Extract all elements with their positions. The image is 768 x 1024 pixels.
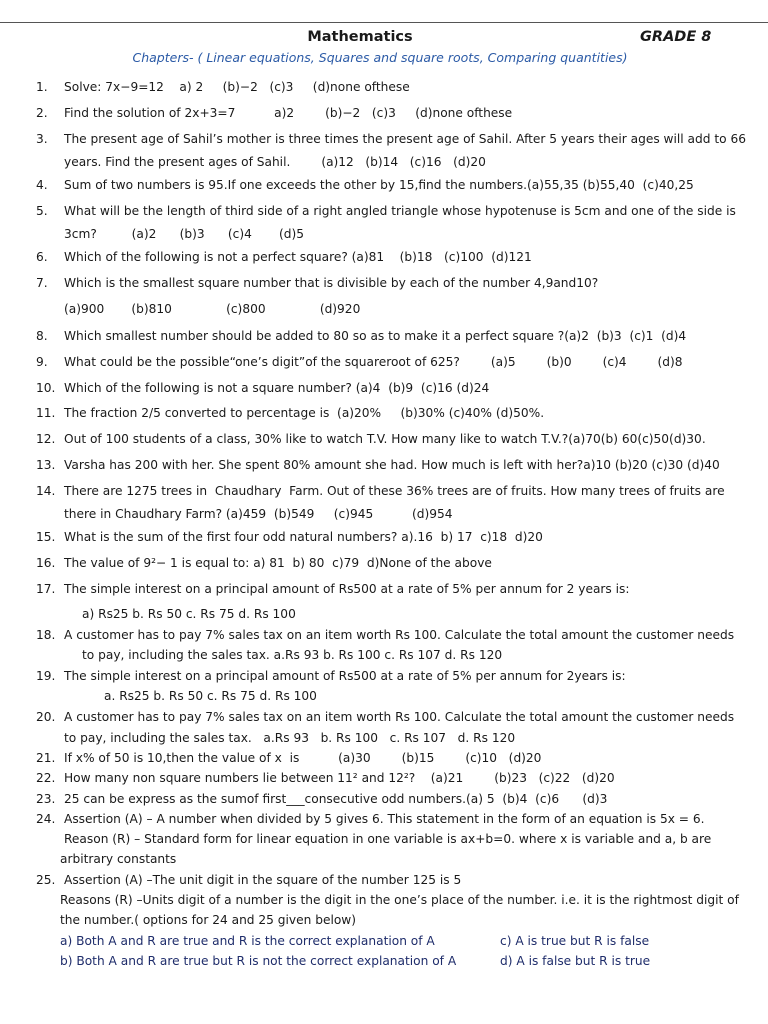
question-number: 18.	[36, 628, 56, 642]
question-number: 11.	[36, 406, 56, 420]
grade-label: GRADE 8	[640, 29, 712, 45]
question-number: 1.	[36, 80, 48, 94]
question-text: Assertion (A) –The unit digit in the square of the number 125 is 5	[64, 873, 462, 887]
question-text: years. Find the present ages of Sahil. (a)12 (b)14 (c)16 (d)20	[64, 155, 486, 169]
question-number: 6.	[36, 250, 48, 264]
question-text: If x% of 50 is 10,then the value of x is (a)30 (b)15 (c)10 (d)20	[64, 751, 542, 765]
option-d: d) A is false but R is true	[500, 954, 651, 968]
question-text: There are 1275 trees in Chaudhary Farm. Out of these 36% trees are of fruits. How many trees of fruits are	[64, 484, 725, 498]
option-a: a) Both A and R are true and R is the correct explanation of A	[60, 934, 435, 948]
question-number: 21.	[36, 751, 56, 765]
q19-options: a. Rs25 b. Rs 50 c. Rs 75 d. Rs 100	[104, 689, 317, 703]
question-number: 5.	[36, 204, 48, 218]
question-text: Which smallest number should be added to 80 so as to make it a perfect square ?(a)2 (b)3 (c)1 (d)4	[64, 329, 687, 343]
chapters-subtitle: Chapters- ( Linear equations, Squares and square roots, Comparing quantities)	[132, 50, 628, 65]
question-text: Which of the following is not a perfect square? (a)81 (b)18 (c)100 (d)121	[64, 250, 532, 264]
question-text: 3cm? (a)2 (b)3 (c)4 (d)5	[64, 227, 304, 241]
question-text: Assertion (A) – A number when divided by 5 gives 6. This statement in the form of an equation is 5x = 6.	[64, 812, 705, 826]
question-text: A customer has to pay 7% sales tax on an item worth Rs 100. Calculate the total amount the customer needs	[64, 710, 735, 724]
question-number: 7.	[36, 276, 48, 290]
question-number: 13.	[36, 458, 56, 472]
page-title: Mathematics	[307, 29, 413, 45]
question-text: The value of 9²− 1 is equal to: a) 81 b) 80 c)79 d)None of the above	[64, 556, 492, 570]
option-b: b) Both A and R are true but R is not the correct explanation of A	[60, 954, 457, 968]
q25-reason-line2: the number.( options for 24 and 25 given below)	[60, 913, 357, 927]
question-number: 2.	[36, 106, 48, 120]
question-text: How many non square numbers lie between 11² and 12²? (a)21 (b)23 (c)22 (d)20	[64, 771, 615, 785]
q24-reason-line2: arbitrary constants	[60, 852, 177, 866]
q24-reason-line1: Reason (R) – Standard form for linear equation in one variable is ax+b=0. where x is variable and a, b are	[64, 832, 712, 846]
question-text: The simple interest on a principal amount of Rs500 at a rate of 5% per annum for 2years is:	[64, 669, 626, 683]
question-text: Solve: 7x−9=12 a) 2 (b)−2 (c)3 (d)none ofthese	[64, 80, 410, 94]
question-text: Out of 100 students of a class, 30% like to watch T.V. How many like to watch T.V.?(a)70(b) 60(c)50(d)30.	[64, 432, 706, 446]
question-text: 25 can be express as the sumof first___consecutive odd numbers.(a) 5 (b)4 (c)6 (d)3	[64, 792, 608, 806]
question-text: The fraction 2/5 converted to percentage is (a)20% (b)30% (c)40% (d)50%.	[64, 406, 545, 420]
option-c: c) A is true but R is false	[500, 934, 650, 948]
question-number: 17.	[36, 582, 56, 596]
question-number: 19.	[36, 669, 56, 683]
question-text: there in Chaudhary Farm? (a)459 (b)549 (c)945 (d)954	[64, 507, 453, 521]
question-text: Which of the following is not a square number? (a)4 (b)9 (c)16 (d)24	[64, 381, 490, 395]
question-number: 4.	[36, 178, 48, 192]
question-number: 9.	[36, 355, 48, 369]
question-number: 15.	[36, 530, 56, 544]
question-number: 3.	[36, 132, 48, 146]
question-text: The present age of Sahil’s mother is three times the present age of Sahil. After 5 years their ages will add to 66	[64, 132, 746, 146]
question-number: 25.	[36, 873, 56, 887]
question-text: The simple interest on a principal amount of Rs500 at a rate of 5% per annum for 2 years is:	[64, 582, 630, 596]
question-text: What is the sum of the first four odd natural numbers? a).16 b) 17 c)18 d)20	[64, 530, 543, 544]
q17-options: a) Rs25 b. Rs 50 c. Rs 75 d. Rs 100	[82, 607, 296, 621]
q18-continuation: to pay, including the sales tax. a.Rs 93 b. Rs 100 c. Rs 107 d. Rs 120	[82, 648, 503, 662]
question-number: 8.	[36, 329, 48, 343]
top-rule	[0, 22, 768, 23]
question-text: A customer has to pay 7% sales tax on an item worth Rs 100. Calculate the total amount the customer needs	[64, 628, 735, 642]
question-number: 20.	[36, 710, 56, 724]
question-number: 12.	[36, 432, 56, 446]
question-number: 22.	[36, 771, 56, 785]
q25-reason-line1: Reasons (R) –Units digit of a number is the digit in the one’s place of the number. i.e. it is the rightmost digit of	[60, 893, 739, 907]
question-number: 23.	[36, 792, 56, 806]
question-text: to pay, including the sales tax. a.Rs 93 b. Rs 100 c. Rs 107 d. Rs 120	[64, 730, 516, 745]
question-number: 24.	[36, 812, 56, 826]
question-text: What will be the length of third side of a right angled triangle whose hypotenuse is 5cm and one of the side is	[64, 204, 736, 218]
question-text: Which is the smallest square number that is divisible by each of the number 4,9and10?	[64, 276, 599, 290]
question-number: 16.	[36, 556, 56, 570]
question-text: Find the solution of 2x+3=7 a)2 (b)−2 (c)3 (d)none ofthese	[64, 106, 513, 120]
question-number: 10.	[36, 381, 56, 395]
question-text: Varsha has 200 with her. She spent 80% amount she had. How much is left with her?a)10 (b)20 (c)30 (d)40	[64, 458, 720, 472]
question-text: Sum of two numbers is 95.If one exceeds the other by 15,find the numbers.(a)55,35 (b)55,40 (c)40,25	[64, 178, 694, 192]
question-text: What could be the possible“one’s digit”of the squareroot of 625? (a)5 (b)0 (c)4 (d)8	[64, 355, 683, 369]
question-number: 14.	[36, 484, 56, 498]
question-text: (a)900 (b)810 (c)800 (d)920	[64, 302, 361, 316]
